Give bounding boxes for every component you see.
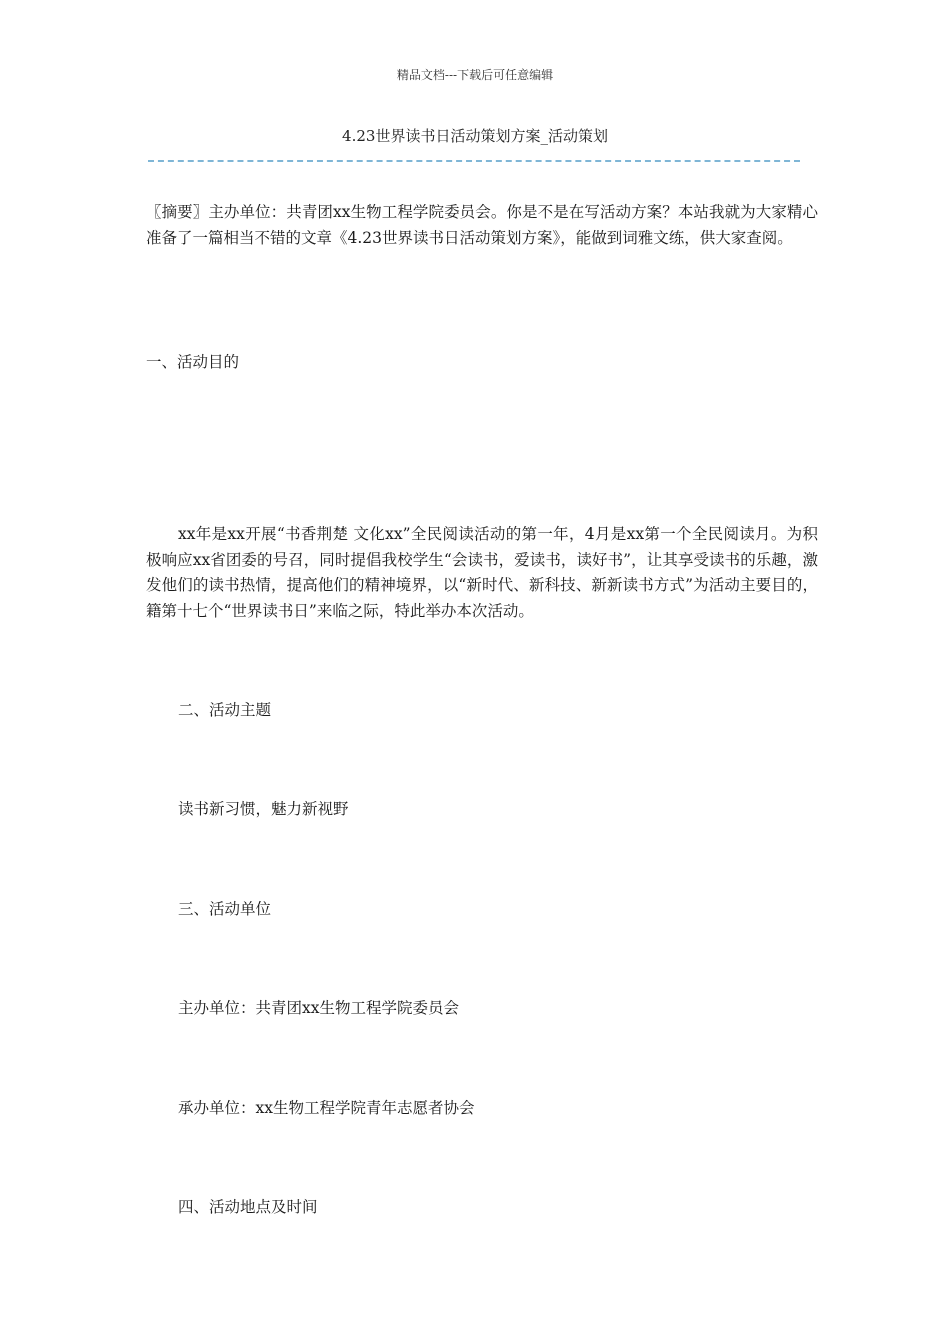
section-heading-units: 三、活动单位 [178, 900, 272, 918]
purpose-paragraph: xx年是xx开展“书香荆楚 文化xx”全民阅读活动的第一年，4月是xx第一个全民阅读月。为积极响应xx省团委的号召，同时提倡我校学生“会读书，爱读书，读好书”，让其享受读书的乐趣，激发他们的读书热情，提高他们的精神境界，以“新时代、新科技、新新读书方式”为活动主要目的，籍第十七个“世界读书日”来临之际，特此举办本次活动。 [146, 525, 818, 620]
section-heading-purpose: 一、活动目的 [146, 353, 240, 371]
section-heading-place-time: 四、活动地点及时间 [178, 1198, 318, 1216]
co-organizer-line: 承办单位：xx生物工程学院青年志愿者协会 [178, 1099, 475, 1117]
title-divider [148, 160, 800, 162]
document-title: 4.23世界读书日活动策划方案_活动策划 [342, 127, 608, 145]
theme-text: 读书新习惯，魅力新视野 [178, 800, 349, 818]
organizer-line: 主办单位：共青团xx生物工程学院委员会 [178, 999, 459, 1017]
abstract-paragraph: 〖摘要〗主办单位：共青团xx生物工程学院委员会。你是不是在写活动方案？本站我就为大家精心准备了一篇相当不错的文章《4.23世界读书日活动策划方案》，能做到词雅文练，供大家查阅。 [146, 203, 818, 247]
header-note: 精品文档---下载后可任意编辑 [396, 68, 554, 82]
section-heading-theme: 二、活动主题 [178, 701, 272, 719]
